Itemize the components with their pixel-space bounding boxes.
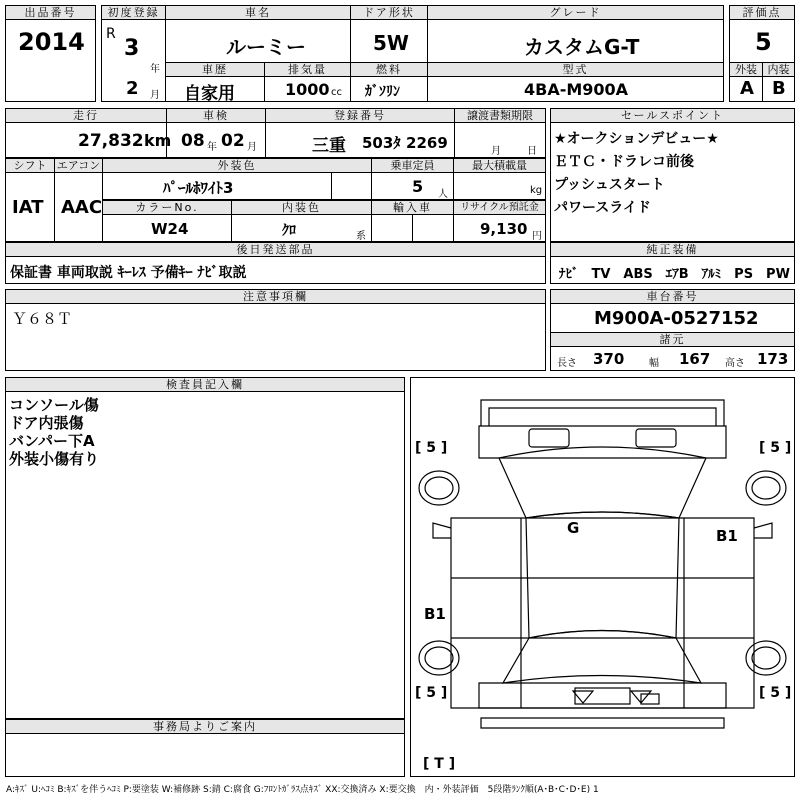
inspector-line: コンソール傷 <box>9 396 99 414</box>
insp-year-unit: 年 <box>207 142 217 153</box>
interior-color-header: 内装色 <box>231 200 372 215</box>
interior-cell <box>762 76 795 102</box>
history-header: 車歴 <box>165 62 265 77</box>
recycle-cell <box>453 214 546 242</box>
ac-header: エアコン <box>54 158 103 173</box>
sales-point: プッシュスタート <box>554 177 665 193</box>
capacity: 5 <box>412 177 424 196</box>
shift-cell <box>5 172 55 242</box>
month-unit: 月 <box>150 90 160 101</box>
displacement-unit: cc <box>331 87 342 98</box>
grade-header: グレード <box>427 5 724 20</box>
year-unit: 年 <box>150 64 160 75</box>
capacity-cell <box>371 172 454 200</box>
tire-fr: [ 5 ] <box>759 440 792 456</box>
interior-grade: B <box>772 78 786 99</box>
spec-cell <box>550 346 795 371</box>
mileage-cell <box>5 122 172 158</box>
grade: カスタムG-T <box>524 35 640 59</box>
score: 5 <box>755 28 772 56</box>
inspector-line: バンパー下A <box>9 432 95 450</box>
office-cell <box>5 733 405 777</box>
recycle-fee: 9,130 <box>480 220 528 238</box>
import-header: 輸入車 <box>371 200 454 215</box>
exterior-color: ﾊﾟｰﾙﾎﾜｲﾄ3 <box>163 179 234 197</box>
lot-header: 出品番号 <box>5 5 96 20</box>
lot-number: 2014 <box>18 28 85 56</box>
mileage: 27,832 <box>78 131 144 151</box>
color-header: 外装色 <box>102 158 372 173</box>
transfer-day-unit: 日 <box>527 146 537 157</box>
later-items: 保証書 車両取説 ｷｰﾚｽ 予備ｷｰ ﾅﾋﾞ取説 <box>10 265 247 281</box>
spec-header: 諸元 <box>550 332 795 347</box>
shift-header: シフト <box>5 158 55 173</box>
equipment-cell <box>550 256 795 284</box>
car-name-header: 車名 <box>165 5 351 20</box>
inspector-line: 外装小傷有り <box>9 450 100 468</box>
interior-header: 内装 <box>762 62 795 77</box>
capacity-unit: 人 <box>438 189 448 200</box>
mark-g: G <box>567 519 580 537</box>
recycle-header: リサイクル預託金 <box>453 200 546 215</box>
plate-number: 503ﾀ 2269 <box>362 134 448 152</box>
score-header: 評価点 <box>729 5 795 20</box>
history-cell <box>165 76 265 102</box>
era: R <box>106 26 116 42</box>
model-code: 4BA-M900A <box>524 80 629 99</box>
displacement: 1000 <box>285 80 330 99</box>
fuel: ｶﾞｿﾘﾝ <box>365 84 400 100</box>
car-name: ルーミー <box>226 35 306 59</box>
interior-color: ｸﾛ <box>282 223 296 239</box>
tire-rl: [ 5 ] <box>415 685 448 701</box>
length-value: 370 <box>593 350 625 368</box>
door-header: ドア形状 <box>350 5 428 20</box>
max-load-cell <box>453 172 546 200</box>
shift: IAT <box>12 197 44 218</box>
max-load-header: 最大積載量 <box>453 158 546 173</box>
car-name-cell <box>165 19 351 63</box>
first-reg-cell <box>101 19 166 102</box>
later-items-header: 後日発送部品 <box>5 242 546 257</box>
inspector-cell <box>5 391 405 719</box>
exterior-grade: A <box>740 78 754 99</box>
first-reg-year: 3 <box>124 36 140 61</box>
fuel-header: 燃料 <box>350 62 428 77</box>
score-cell <box>729 19 795 63</box>
plate-header: 登録番号 <box>265 108 455 123</box>
insp-year: 08 <box>181 131 205 151</box>
model-cell <box>427 76 724 102</box>
color-number: W24 <box>151 220 189 238</box>
mark-b1-left: B1 <box>424 605 446 623</box>
door-cell <box>350 19 428 63</box>
import-divider <box>412 214 413 242</box>
displacement-cell <box>264 76 351 102</box>
fuel-cell <box>350 76 428 102</box>
car-diagram <box>410 377 795 777</box>
sales-point: ★オークションデビュー★ <box>554 131 719 147</box>
chassis-cell <box>550 303 795 333</box>
chassis-header: 車台番号 <box>550 289 795 304</box>
sales-point: パワースライド <box>554 200 651 216</box>
sales-cell <box>550 122 795 242</box>
recycle-unit: 円 <box>532 231 542 242</box>
office-header: 事務局よりご案内 <box>5 719 405 734</box>
height-label: 高さ <box>725 358 745 369</box>
plate-cell <box>265 122 455 158</box>
width-label: 幅 <box>649 358 659 369</box>
interior-color-cell <box>231 214 372 242</box>
lot-cell <box>5 19 96 102</box>
length-label: 長さ <box>557 358 577 369</box>
air-conditioner: AAC <box>61 197 103 218</box>
grade-cell <box>427 19 724 63</box>
transfer-cell <box>454 122 546 158</box>
inspector-line: ドア内張傷 <box>9 414 84 432</box>
door-type: 5W <box>373 31 409 55</box>
displacement-header: 排気量 <box>264 62 351 77</box>
ac-cell <box>54 172 103 242</box>
model-header: 型式 <box>427 62 724 77</box>
height-value: 173 <box>757 350 789 368</box>
spare-tire: [ T ] <box>423 756 456 772</box>
tire-fl: [ 5 ] <box>415 440 448 456</box>
transfer-header: 譲渡書類期限 <box>454 108 546 123</box>
insp-month: 02 <box>221 131 245 151</box>
color-no-header: カラーNo. <box>102 200 232 215</box>
inspection-header: 車検 <box>166 108 266 123</box>
sales-header: セールスポイント <box>550 108 795 123</box>
sales-point: ＥＴＣ・ドラレコ前後 <box>554 154 694 170</box>
later-items-cell <box>5 256 546 284</box>
max-load-unit: kg <box>530 185 543 196</box>
plate-region: 三重 <box>312 136 346 156</box>
width-value: 167 <box>679 350 711 368</box>
exterior-header: 外装 <box>729 62 763 77</box>
exterior-cell <box>729 76 763 102</box>
mileage-header: 走行 <box>5 108 167 123</box>
car-outline <box>411 378 794 776</box>
color-no-cell <box>102 214 232 242</box>
inspector-header: 検査員記入欄 <box>5 377 405 392</box>
first-reg-month: 2 <box>126 78 139 99</box>
notes-cell <box>5 303 546 371</box>
chassis-number: M900A-0527152 <box>594 308 759 329</box>
capacity-header: 乗車定員 <box>371 158 454 173</box>
interior-color-unit: 系 <box>356 231 366 242</box>
legend: A:ｷｽﾞ U:ﾍｺﾐ B:ｷｽﾞを伴うﾍｺﾐ P:要塗装 W:補修跡 S:錆 C:腐食 G:ﾌﾛﾝﾄｶﾞﾗｽ点ｷｽﾞ XX:交換済み X:要交換 内・外装評価 5段階ﾗﾝｸ順(A･B･C･D･E) 1 <box>6 785 599 795</box>
first-reg-header: 初度登録 <box>101 5 166 20</box>
history: 自家用 <box>184 84 235 104</box>
mileage-unit: km <box>144 131 172 150</box>
color-divider <box>331 172 372 200</box>
inspection-cell <box>166 122 266 158</box>
mark-b1-right: B1 <box>716 527 738 545</box>
notes-header: 注意事項欄 <box>5 289 546 304</box>
tire-rr: [ 5 ] <box>759 685 792 701</box>
equipment-header: 純正装備 <box>550 242 795 257</box>
transfer-month-unit: 月 <box>491 146 501 157</box>
equipment: ﾅﾋﾞ TV ABS ｴｱB ｱﾙﾐ PS PW <box>559 267 790 282</box>
insp-month-unit: 月 <box>247 142 257 153</box>
notes-text: Ｙ６８Ｔ <box>12 310 73 328</box>
